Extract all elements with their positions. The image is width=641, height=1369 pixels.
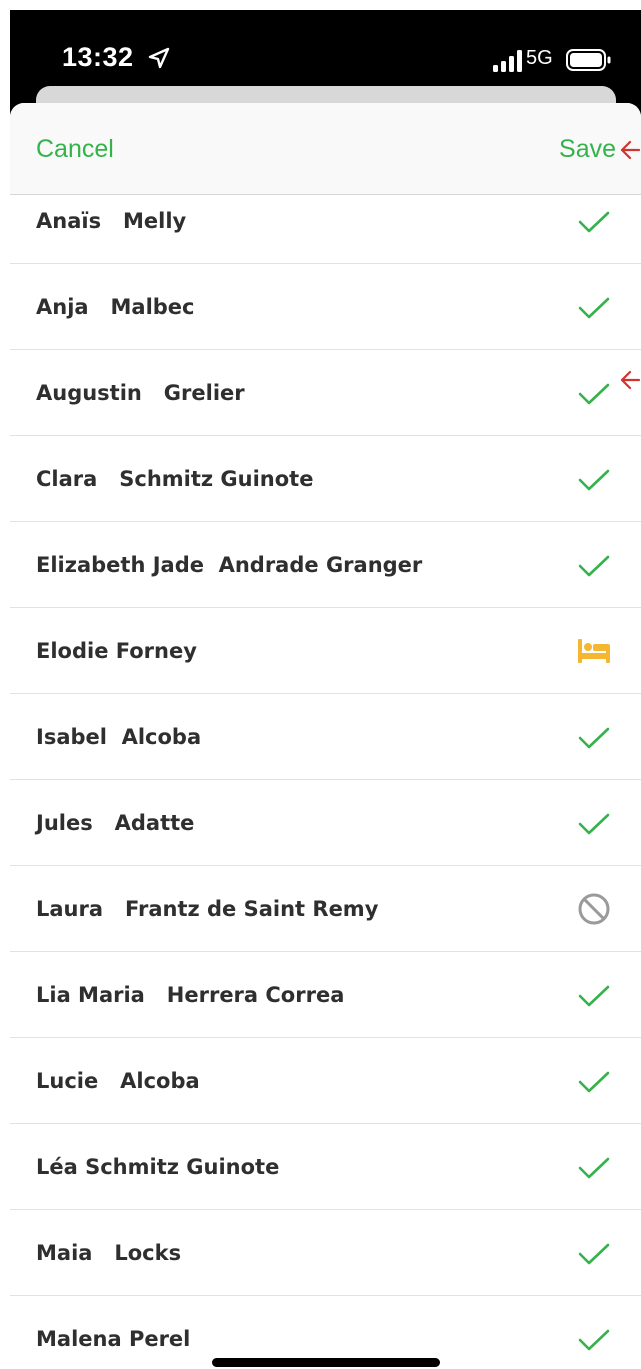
cancel-button[interactable]: Cancel bbox=[36, 135, 114, 163]
battery-icon bbox=[566, 48, 612, 72]
red-arrow-icon bbox=[619, 369, 641, 391]
row-lucie-alcoba[interactable] bbox=[10, 1038, 641, 1124]
checkmark-icon[interactable] bbox=[576, 1237, 612, 1269]
checkmark-icon[interactable] bbox=[576, 979, 612, 1011]
row-name: Isabel Alcoba bbox=[36, 725, 202, 749]
network-type: 5G bbox=[526, 47, 553, 69]
row-name: Maia Locks bbox=[36, 1241, 182, 1265]
attendance-list bbox=[10, 178, 641, 1369]
row-anja-malbec[interactable] bbox=[10, 264, 641, 350]
red-arrow-icon bbox=[619, 139, 641, 161]
checkmark-icon[interactable] bbox=[576, 1151, 612, 1183]
checkmark-icon[interactable] bbox=[576, 807, 612, 839]
row-name: Lia Maria Herrera Correa bbox=[36, 983, 345, 1007]
row-isabel-alcoba[interactable] bbox=[10, 694, 641, 780]
row-name: Elodie Forney bbox=[36, 639, 197, 663]
row-name: Anaïs Melly bbox=[36, 209, 187, 233]
checkmark-icon[interactable] bbox=[576, 291, 612, 323]
row-augustin-grelier[interactable] bbox=[10, 350, 641, 436]
attendance-sheet bbox=[10, 103, 641, 1369]
checkmark-icon[interactable] bbox=[576, 205, 612, 237]
location-arrow-icon bbox=[147, 46, 171, 70]
row-name: Léa Schmitz Guinote bbox=[36, 1155, 280, 1179]
row-name: Augustin Grelier bbox=[36, 381, 245, 405]
row-name: Lucie Alcoba bbox=[36, 1069, 200, 1093]
prohibited-icon[interactable] bbox=[576, 893, 612, 925]
home-indicator bbox=[212, 1358, 440, 1367]
row-clara-schmitz-guinote[interactable] bbox=[10, 436, 641, 522]
row-name: Clara Schmitz Guinote bbox=[36, 467, 314, 491]
row-elodie-forney[interactable] bbox=[10, 608, 641, 694]
row-name: Laura Frantz de Saint Remy bbox=[36, 897, 379, 921]
bed-icon[interactable] bbox=[576, 635, 612, 667]
checkmark-icon[interactable] bbox=[576, 549, 612, 581]
row-name: Anja Malbec bbox=[36, 295, 195, 319]
row-lea-schmitz-guinote[interactable] bbox=[10, 1124, 641, 1210]
checkmark-icon[interactable] bbox=[576, 1065, 612, 1097]
signal-bars-icon bbox=[493, 50, 523, 72]
row-jules-adatte[interactable] bbox=[10, 780, 641, 866]
checkmark-icon[interactable] bbox=[576, 1323, 612, 1355]
row-maia-locks[interactable] bbox=[10, 1210, 641, 1296]
row-name: Elizabeth Jade Andrade Granger bbox=[36, 553, 423, 577]
save-button[interactable]: Save bbox=[559, 135, 616, 163]
sheet-header bbox=[10, 103, 641, 195]
checkmark-icon[interactable] bbox=[576, 721, 612, 753]
status-time: 13:32 bbox=[62, 42, 134, 72]
row-name: Malena Perel bbox=[36, 1327, 191, 1351]
row-laura-frantz-de-saint-remy[interactable] bbox=[10, 866, 641, 952]
row-elizabeth-jade-andrade-granger[interactable] bbox=[10, 522, 641, 608]
row-lia-maria-herrera-correa[interactable] bbox=[10, 952, 641, 1038]
row-name: Jules Adatte bbox=[36, 811, 195, 835]
checkmark-icon[interactable] bbox=[576, 377, 612, 409]
checkmark-icon[interactable] bbox=[576, 463, 612, 495]
